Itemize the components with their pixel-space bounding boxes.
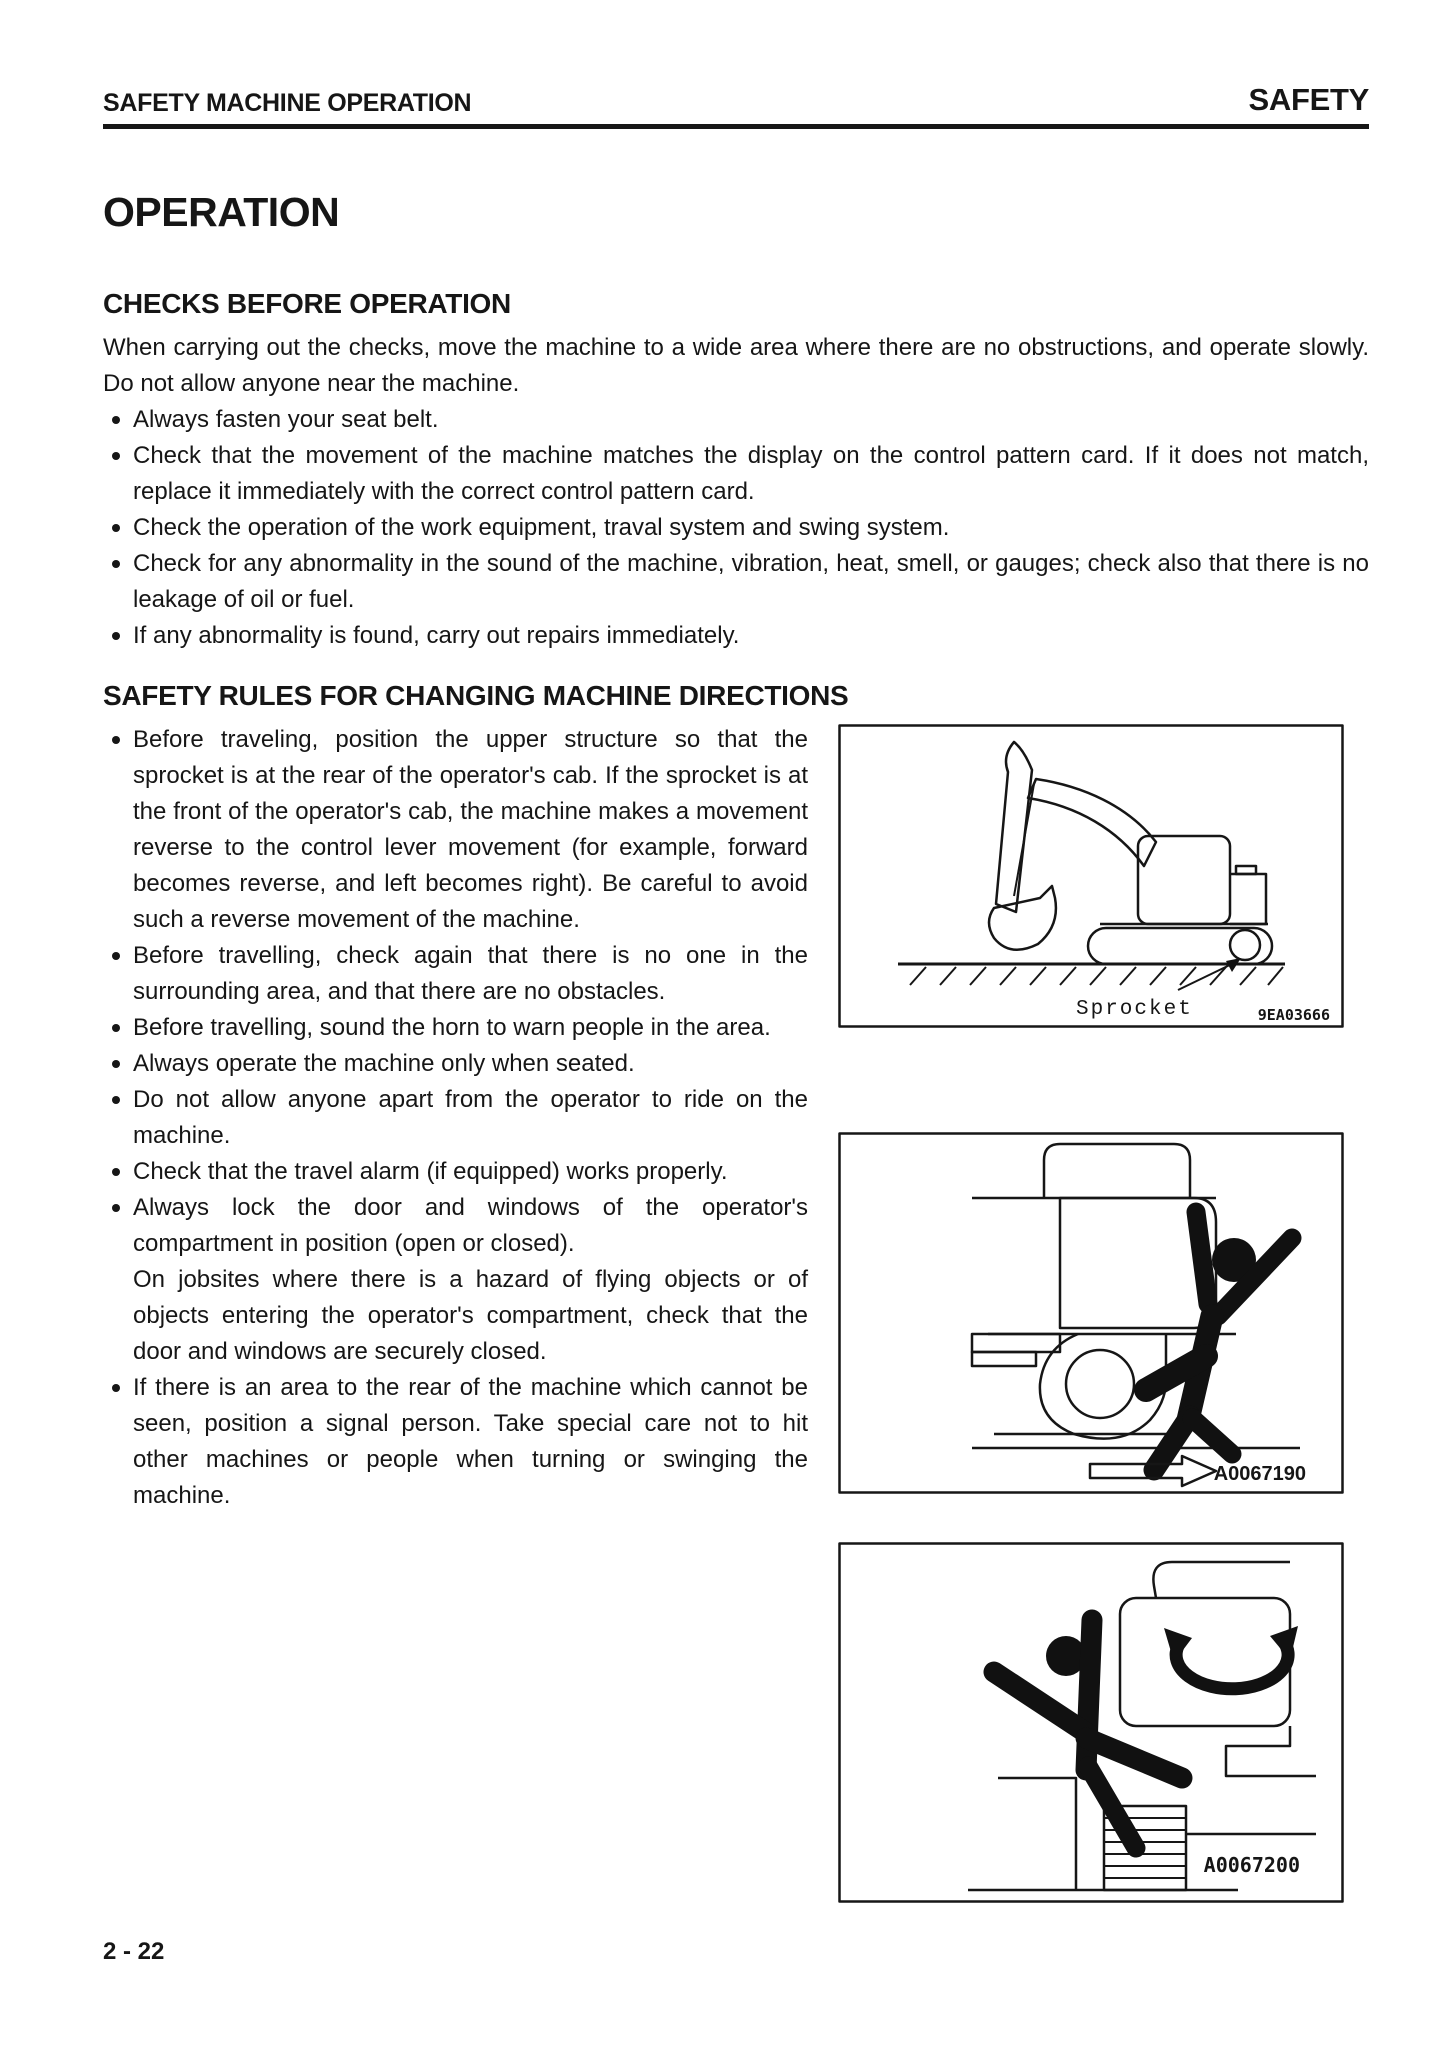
list-item [103,546,1369,618]
list-item [103,510,1369,546]
figure-code: 9EA03666 [1257,1006,1330,1024]
figure-swing-crush-hazard [838,1542,1344,1903]
rules-list [103,722,808,1514]
person-arm-left [994,1672,1088,1734]
section-intro: When carrying out the checks, move the machine to a wide area where there are no obstructions, and operate slowly. Do not allow anyone near the machine. [103,334,1369,397]
list-item-note: On jobsites where there is a hazard of flying objects or of objects entering the operator's compartment, check that the door and windows are securely closed. [133,1266,808,1365]
body-step-lines [1226,1726,1316,1776]
list-item [103,722,808,938]
list-item [103,1370,808,1514]
rules-text-column [103,722,808,1903]
hood-notch [1236,866,1256,874]
idler-wheel [1066,1350,1134,1418]
hydraulic-cylinder [1014,784,1034,896]
list-item [103,1082,808,1154]
list-item-text: Before travelling, sound the horn to warn people in the area. [133,1014,771,1041]
section-heading: SAFETY RULES FOR CHANGING MACHINE DIRECTIONS [103,680,849,711]
header-chapter-title: SAFETY [1248,82,1369,117]
figure-label: Sprocket [1076,998,1193,1021]
page-number: 2 - 22 [103,1938,165,1965]
crawler-track [1088,928,1272,964]
person-silhouette [994,1620,1182,1848]
sprocket-wheel [1230,930,1260,960]
list-item-text: Always lock the door and windows of the operator's compartment in position (open or closed). [133,1194,808,1257]
header-rule [103,124,1369,129]
list-item [103,1190,808,1370]
list-item-text: Check that the travel alarm (if equipped) works properly. [133,1158,728,1185]
side-step-lower [972,1352,1036,1366]
page-header [103,0,1369,118]
list-item-text: Always operate the machine only when seated. [133,1050,635,1077]
section-safety-rules-directions [103,678,1369,1903]
section-checks-before-operation [103,286,1369,654]
ground-hatching [910,967,1283,985]
figure-code: A0067190 [1213,1463,1306,1485]
list-item-text: Before traveling, position the upper structure so that the sprocket is at the rear of the operator's cab. If the sprocket is at the front of the operator's cab, the machine makes a movement reverse to the control lever movement (for example, forward becomes reverse, and left becomes right). Be careful to avoid such a reverse movement of the machine. [133,726,808,933]
swing-rotation-arrow [1164,1626,1298,1689]
person-silhouette [1146,1212,1292,1470]
list-item [103,402,1369,438]
person-leg-left [1154,1416,1190,1470]
checks-list [103,402,1369,654]
excavator-line-art [838,724,1344,1028]
list-item-text: Do not allow anyone apart from the operator to ride on the machine. [133,1086,808,1149]
figure-code: A0067200 [1203,1853,1300,1877]
list-item [103,618,1369,654]
bucket [989,886,1056,950]
runover-hazard-art [838,1132,1344,1494]
list-item [103,1046,808,1082]
list-item [103,1154,808,1190]
cab-roof [1044,1144,1190,1198]
list-item-text: Check that the movement of the machine matches the display on the control pattern card. If it does not match, replace it immediately with the correct control pattern card. [133,442,1369,505]
list-item-text: Check the operation of the work equipment, traval system and swing system. [133,514,950,541]
page-title: OPERATION [103,189,340,235]
machine-hood [1120,1598,1290,1726]
list-item [103,938,808,1010]
list-item [103,1010,808,1046]
side-step-upper [972,1334,1060,1352]
swing-crush-art [838,1542,1344,1903]
list-item-text: Check for any abnormality in the sound of the machine, vibration, heat, smell, or gauges; check also that there is no leakage of oil or fuel. [133,550,1369,613]
list-item-text: Always fasten your seat belt. [133,406,439,433]
header-section-title: SAFETY MACHINE OPERATION [103,89,472,117]
figure-sprocket-position [838,724,1344,1028]
list-item [103,438,1369,510]
person-arm-up [1196,1212,1208,1304]
figure-runover-hazard [838,1132,1344,1494]
list-item-text: If there is an area to the rear of the machine which cannot be seen, position a signal person. Take special care not to hit other machines or people when turning or swinging the machine. [133,1374,808,1509]
section-heading: CHECKS BEFORE OPERATION [103,288,511,319]
canopy-line [1153,1562,1290,1598]
obstacle-wall [998,1778,1076,1890]
engine-hood [1230,874,1266,924]
list-item-text: Before travelling, check again that there is no one in the surrounding area, and that there are no obstacles. [133,942,808,1005]
figures-column [838,722,1344,1903]
list-item-text: If any abnormality is found, carry out repairs immediately. [133,622,740,649]
